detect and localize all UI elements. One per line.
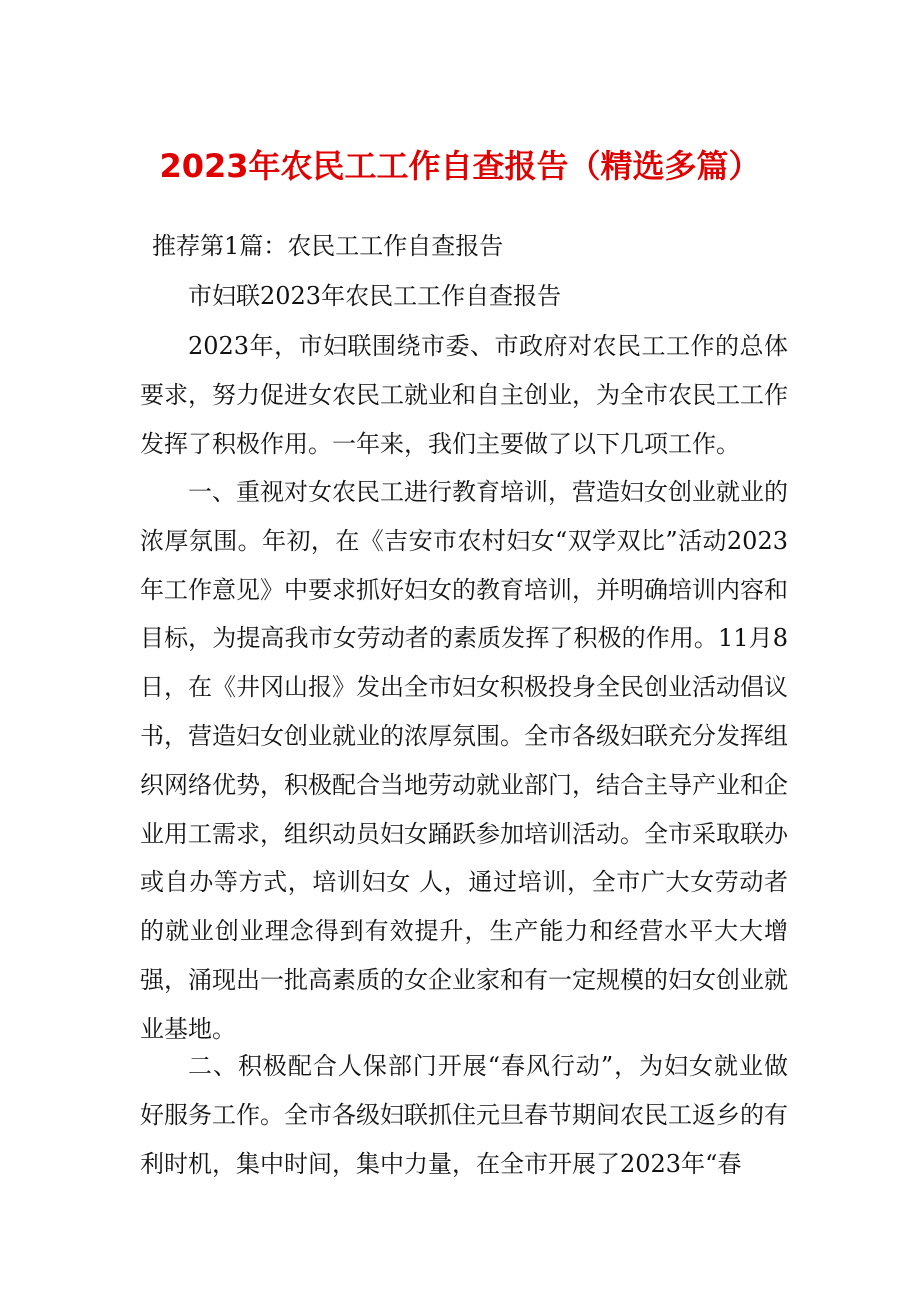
- document-title: 2023年农民工工作自查报告（精选多篇）: [159, 147, 761, 185]
- report-heading: 市妇联2023年农民工工作自查报告: [188, 282, 562, 310]
- paragraph-section-two: 二、积极配合人保部门开展“春风行动”，为妇女就业做好服务工作。全市各级妇联抓住元旦春节期间农民工返乡的有利时机，集中时间，集中力量，在全市开展了2023年“春: [140, 1052, 788, 1178]
- paragraph-section-one: 一、重视对女农民工进行教育培训，营造妇女创业就业的浓厚氛围。年初，在《吉安市农村妇女“双学双比”活动2023年工作意见》中要求抓好妇女的教育培训，并明确培训内容和目标，为提高我市女劳动者的素质发挥了积极的作用。11月8日，在《井冈山报》发出全市妇女积极投身全民创业活动倡议书，营造妇女创业就业的浓厚氛围。全市各级妇联充分发挥组织网络优势，积极配合当地劳动就业部门，结合主导产业和企业用工需求，组织动员妇女踊跃参加培训活动。全市采取联办或自办等方式，培训妇女 人，通过培训，全市广大女劳动者的就业创业理念得到有效提升，生产能力和经营水平大大增强，涌现出一批高素质的女企业家和有一定规模的妇女创业就业基地。: [140, 478, 788, 1043]
- paragraph-intro: 2023年，市妇联围绕市委、市政府对农民工工作的总体要求，努力促进女农民工就业和自主创业，为全市农民工工作发挥了积极作用。一年来，我们主要做了以下几项工作。: [140, 332, 788, 458]
- section-heading: 推荐第1篇：农民工工作自查报告: [152, 232, 504, 260]
